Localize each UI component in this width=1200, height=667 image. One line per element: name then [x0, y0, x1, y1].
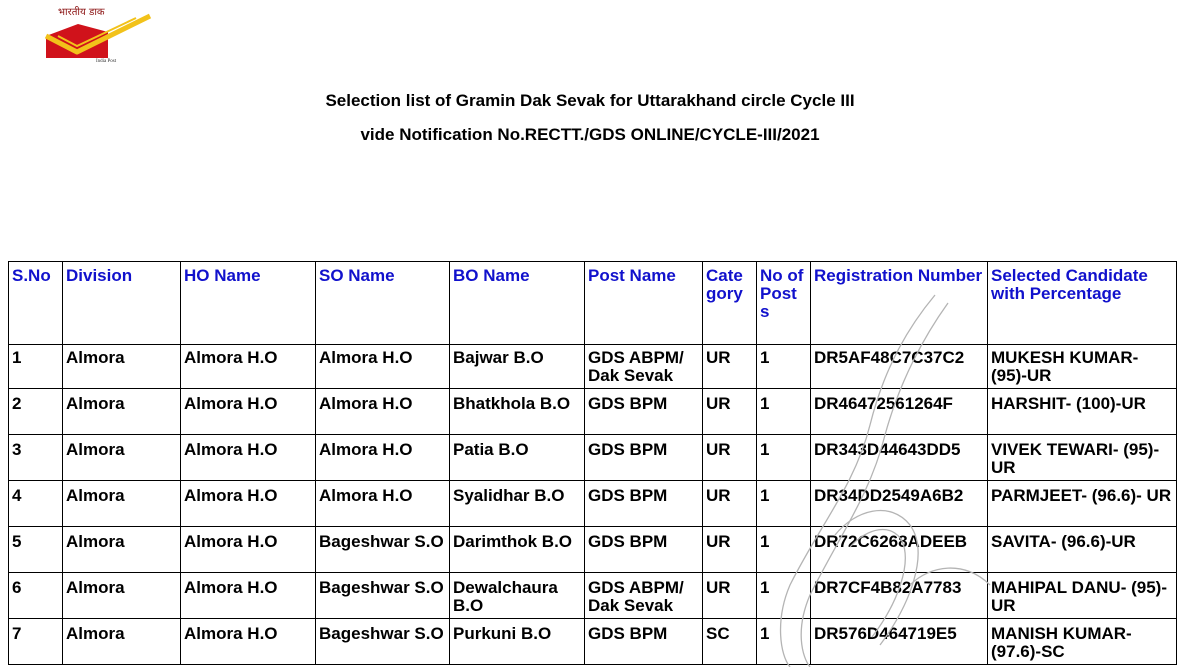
cell-bo-name: Dewalchaura B.O: [450, 573, 585, 619]
cell-no-of-posts: 1: [757, 573, 811, 619]
column-header-post-name: Post Name: [585, 262, 703, 345]
cell-bo-name: Syalidhar B.O: [450, 481, 585, 527]
cell-bo-name: Purkuni B.O: [450, 619, 585, 665]
cell-no-of-posts: 1: [757, 389, 811, 435]
column-header-registration-number: Registration Number: [811, 262, 988, 345]
cell-post-name: GDS ABPM/ Dak Sevak: [585, 345, 703, 389]
logo-hindi-text: भारतीय डाक: [58, 7, 105, 18]
cell-category: UR: [703, 345, 757, 389]
cell-post-name: GDS BPM: [585, 527, 703, 573]
cell-bo-name: Patia B.O: [450, 435, 585, 481]
table-row: [9, 573, 1177, 619]
cell-sno: 4: [9, 481, 63, 527]
cell-selected-candidate: MAHIPAL DANU- (95)-UR: [988, 573, 1177, 619]
column-header-bo-name: BO Name: [450, 262, 585, 345]
column-header-division: Division: [63, 262, 181, 345]
cell-so-name: Bageshwar S.O: [316, 573, 450, 619]
cell-bo-name: Darimthok B.O: [450, 527, 585, 573]
table-row: [9, 527, 1177, 573]
cell-registration-number: DR46472561264F: [811, 389, 988, 435]
cell-post-name: GDS BPM: [585, 481, 703, 527]
cell-sno: 6: [9, 573, 63, 619]
table-row: [9, 481, 1177, 527]
cell-selected-candidate: MANISH KUMAR- (97.6)-SC: [988, 619, 1177, 665]
cell-no-of-posts: 1: [757, 481, 811, 527]
cell-selected-candidate: MUKESH KUMAR- (95)-UR: [988, 345, 1177, 389]
india-post-emblem-icon: [38, 12, 156, 62]
column-header-sno: S.No: [9, 262, 63, 345]
cell-selected-candidate: VIVEK TEWARI- (95)-UR: [988, 435, 1177, 481]
cell-so-name: Almora H.O: [316, 389, 450, 435]
logo-english-text: India Post: [96, 59, 117, 64]
cell-division: Almora: [63, 345, 181, 389]
cell-bo-name: Bhatkhola B.O: [450, 389, 585, 435]
column-header-category: Cate gory: [703, 262, 757, 345]
cell-category: UR: [703, 481, 757, 527]
cell-post-name: GDS BPM: [585, 619, 703, 665]
cell-division: Almora: [63, 619, 181, 665]
cell-no-of-posts: 1: [757, 435, 811, 481]
cell-so-name: Almora H.O: [316, 435, 450, 481]
table-row: [9, 389, 1177, 435]
column-header-so-name: SO Name: [316, 262, 450, 345]
cell-post-name: GDS ABPM/ Dak Sevak: [585, 573, 703, 619]
cell-category: UR: [703, 435, 757, 481]
selection-table: [8, 261, 1177, 665]
cell-sno: 7: [9, 619, 63, 665]
cell-so-name: Bageshwar S.O: [316, 619, 450, 665]
column-header-ho-name: HO Name: [181, 262, 316, 345]
cell-no-of-posts: 1: [757, 527, 811, 573]
table-row: [9, 345, 1177, 389]
cell-bo-name: Bajwar B.O: [450, 345, 585, 389]
cell-sno: 1: [9, 345, 63, 389]
cell-ho-name: Almora H.O: [181, 345, 316, 389]
cell-post-name: GDS BPM: [585, 389, 703, 435]
cell-registration-number: DR343D44643DD5: [811, 435, 988, 481]
cell-ho-name: Almora H.O: [181, 619, 316, 665]
cell-selected-candidate: HARSHIT- (100)-UR: [988, 389, 1177, 435]
cell-ho-name: Almora H.O: [181, 389, 316, 435]
cell-ho-name: Almora H.O: [181, 435, 316, 481]
cell-sno: 5: [9, 527, 63, 573]
india-post-logo: [38, 4, 156, 70]
cell-registration-number: DR5AF48C7C37C2: [811, 345, 988, 389]
cell-so-name: Almora H.O: [316, 345, 450, 389]
cell-category: UR: [703, 389, 757, 435]
cell-division: Almora: [63, 481, 181, 527]
cell-ho-name: Almora H.O: [181, 481, 316, 527]
column-header-selected-candidate: Selected Candidate with Percentage: [988, 262, 1177, 345]
cell-division: Almora: [63, 527, 181, 573]
column-header-no-of-posts: No of Post s: [757, 262, 811, 345]
cell-registration-number: DR7CF4B82A7783: [811, 573, 988, 619]
page-title: Selection list of Gramin Dak Sevak for Uttarakhand circle Cycle III: [325, 91, 855, 110]
cell-category: SC: [703, 619, 757, 665]
cell-no-of-posts: 1: [757, 619, 811, 665]
cell-registration-number: DR34DD2549A6B2: [811, 481, 988, 527]
cell-so-name: Almora H.O: [316, 481, 450, 527]
table-row: [9, 619, 1177, 665]
cell-post-name: GDS BPM: [585, 435, 703, 481]
cell-division: Almora: [63, 389, 181, 435]
cell-category: UR: [703, 527, 757, 573]
table-header-row: [9, 262, 1177, 345]
cell-category: UR: [703, 573, 757, 619]
table-row: [9, 435, 1177, 481]
cell-registration-number: DR72C6268ADEEB: [811, 527, 988, 573]
cell-ho-name: Almora H.O: [181, 527, 316, 573]
cell-selected-candidate: SAVITA- (96.6)-UR: [988, 527, 1177, 573]
cell-division: Almora: [63, 573, 181, 619]
cell-no-of-posts: 1: [757, 345, 811, 389]
cell-division: Almora: [63, 435, 181, 481]
cell-so-name: Bageshwar S.O: [316, 527, 450, 573]
cell-sno: 2: [9, 389, 63, 435]
cell-selected-candidate: PARMJEET- (96.6)- UR: [988, 481, 1177, 527]
cell-sno: 3: [9, 435, 63, 481]
cell-registration-number: DR576D464719E5: [811, 619, 988, 665]
cell-ho-name: Almora H.O: [181, 573, 316, 619]
page-subtitle: vide Notification No.RECTT./GDS ONLINE/CYCLE-III/2021: [360, 125, 820, 144]
